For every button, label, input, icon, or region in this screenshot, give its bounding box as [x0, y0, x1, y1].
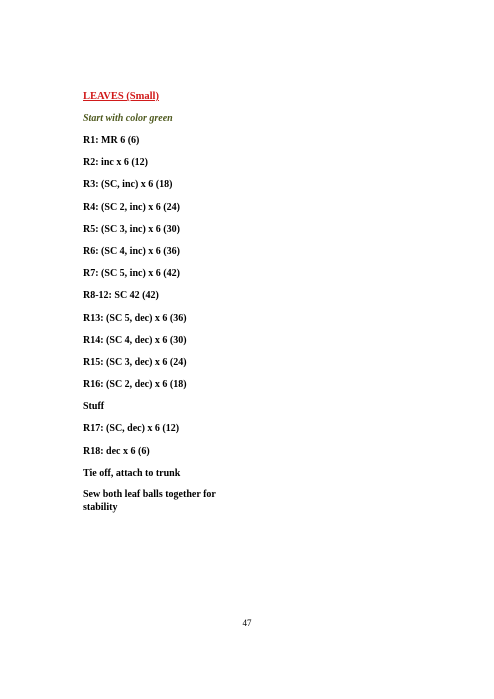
- instruction-row: R7: (SC 5, inc) x 6 (42): [83, 268, 180, 280]
- instruction-row: R17: (SC, dec) x 6 (12): [83, 423, 180, 435]
- instruction-row: R6: (SC 4, inc) x 6 (36): [83, 245, 180, 257]
- instruction-row: Sew both leaf balls together for stability: [83, 489, 216, 513]
- instruction-row: R13: (SC 5, dec) x 6 (36): [83, 312, 187, 324]
- instruction-row: R3: (SC, inc) x 6 (18): [83, 179, 173, 191]
- instruction-row: Tie off, attach to trunk: [83, 467, 181, 479]
- instruction-row: R16: (SC 2, dec) x 6 (18): [83, 379, 187, 391]
- section-subtitle: Start with color green: [83, 113, 173, 124]
- instruction-row: R1: MR 6 (6): [83, 135, 140, 146]
- pattern-section: [83, 90, 243, 523]
- instruction-row: R14: (SC 4, dec) x 6 (30): [83, 334, 187, 346]
- instruction-list: [83, 134, 243, 514]
- instruction-row: R2: inc x 6 (12): [83, 157, 148, 169]
- instruction-row: R5: (SC 3, inc) x 6 (30): [83, 223, 180, 235]
- instruction-row: R15: (SC 3, dec) x 6 (24): [83, 356, 187, 368]
- instruction-row: R8-12: SC 42 (42): [83, 290, 159, 302]
- section-title: LEAVES (Small): [83, 91, 159, 102]
- instruction-row: Stuff: [83, 401, 105, 413]
- instruction-row: R4: (SC 2, inc) x 6 (24): [83, 201, 180, 213]
- instruction-row: R18: dec x 6 (6): [83, 445, 150, 457]
- page-number: 47: [242, 618, 252, 628]
